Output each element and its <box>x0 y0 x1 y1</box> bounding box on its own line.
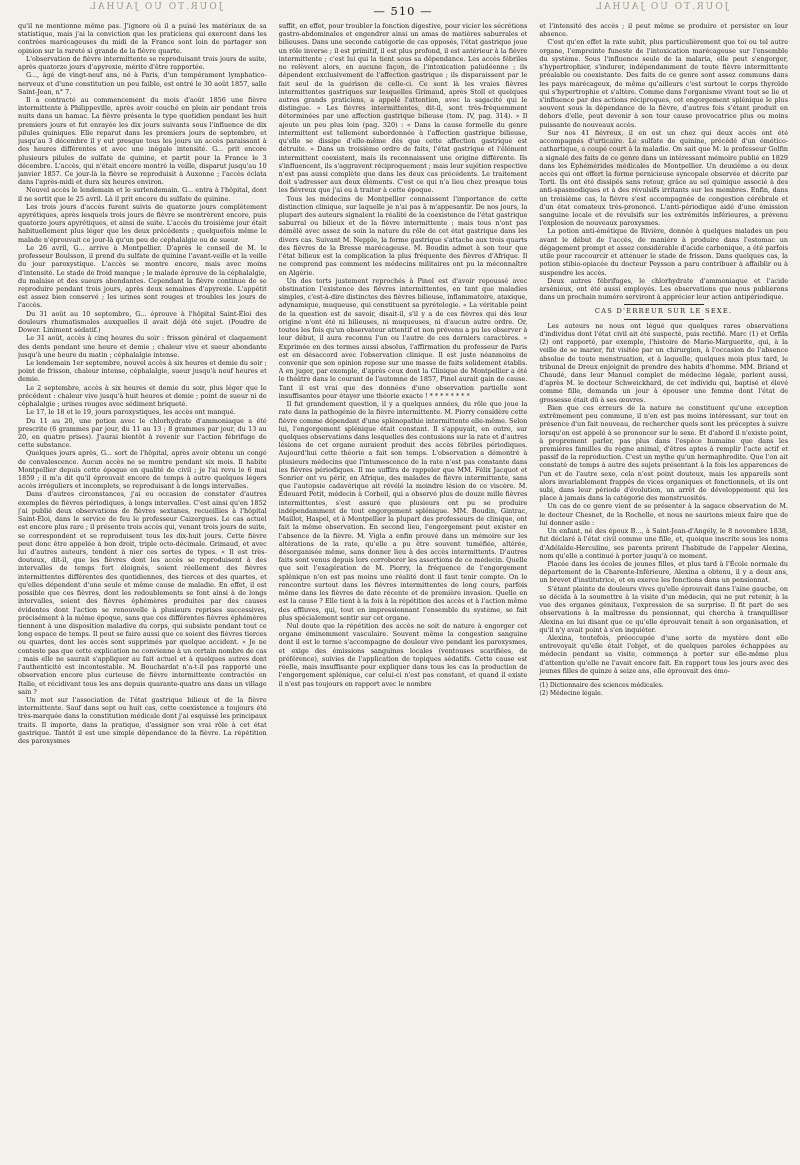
article-paragraph: Les trois jours d'accès furent suivis de quatorze jours complètement apyrétiques, après lesquels trois jours de fièvre se montrèrent encore, puis quatorze jours apyrétiques, et ainsi de suite. L'accès du troisième jour était habituellement plus léger que les deux précédents ; quelquefois même le malade n'éprouvait ce jour-là qu'un peu de céphalalgie ou de sueur. <box>18 202 267 244</box>
page-number: — 510 — <box>373 4 433 18</box>
section-divider <box>624 304 704 305</box>
article-paragraph: Quelques jours après, G... sort de l'hôpital, après avoir obtenu un congé de convalescence. Aucun accès ne se montre pendant six mois. Il habite Montpellier depuis cette époque en qualité de civil ; je l'ai revu le 6 mai 1859 ; il m'a dit qu'il éprouvait encore de temps à autre quelques légers accès irréguliers et incomplets, se reproduisant à de longs intervalles. <box>18 449 267 491</box>
article-paragraph: S'étant plainte de douleurs vives qu'elle éprouvait dans l'aine gauche, on se décida à la soumettre à la visite d'un médecin, qui ne put retenir, à la vue des organes génitaux, l'expression de sa surprise. Il fit part de ses observations à la maîtresse du pensionnat, qui chercha à tranquilliser Alexina en lui disant que ce qu'elle éprouvait tenait à son organisation, et qu'il n'y avait point à s'en inquiéter. <box>539 584 789 634</box>
newspaper-page <box>18 0 788 1165</box>
article-paragraph: G..., âgé de vingt-neuf ans, né à Paris, d'un tempérament lymphatico-nerveux et d'une constitution un peu faible, est entré le 30 août 1857, salle Saint-Jean, n° 7. <box>18 71 267 96</box>
article-paragraph: Tous les médecins de Montpellier connaissent l'importance de cette distinction clinique, sur laquelle je n'ai pas à m'appesantir. De nos jours, la plupart des auteurs signalent la réalité de la coexistence de l'état gastrique saburral ou bilieux et de la fièvre intermittente ; mais tous n'ont pas démêlé avec assez de soin la nature du rôle de cet état gastrique dans les divers cas. Suivant M. Nepple, la forme gastrique s'attache aux trois quarts des fièvres de la Bresse marécageuse. M. Boudin admet à son tour que l'état bilieux est la complication la plus fréquente des fièvres d'Afrique. Il ne comprend pas comment les médecins militaires ont pu la méconnaître en Algérie. <box>278 194 528 277</box>
text-column-middle <box>279 22 528 1165</box>
footnote: (1) Dictionnaire des sciences médicales. <box>539 682 664 690</box>
article-paragraph: Il a contracté au commencement du mois d'août 1856 une fièvre intermittente à Philippeville, après avoir couché en plein air pendant trois nuits dans un hamac. La fièvre présenta le type quotidien pendant les huit premiers jours et fut enrayée les dix jours suivants sous l'influence de dix pilules quiniques. Elle reparut dans les premiers jours de septembre, et jusqu'au 3 décembre il y eut presque tous les jours un accès paraissant à des heures différentes et avec une inégale intensité. G... prit encore plusieurs pilules de sulfate de quinine, et partit pour la France le 3 décembre. L'accès, qui n'était encore montré la veille, disparut jusqu'au 10 janvier 1857. Ce jour-là la fièvre se reproduisit à Auxonne ; l'accès éclata dans l'après-midi et dura six heures environ. <box>18 95 267 187</box>
article-paragraph: Du 31 août au 10 septembre, G... éprouve à l'hôpital Saint-Éloi des douleurs rhumatismales auxquelles il avait déjà été sujet. (Poudre de Dower. Liniment sédatif.) <box>18 309 267 335</box>
article-paragraph: Le 2 septembre, accès à six heures et demie du soir, plus léger que le précédent : chaleur vive jusqu'à huit heures et demie ; point de sueur ni de céphalalgie ; urines rouges avec sédiment briqueté. <box>18 383 267 409</box>
article-paragraph: La potion anti-émétique de Rivière, donnée à quelques malades un peu avant le début de l'accès, de manière à produire dans l'estomac un dégagement prompt et assez considérable d'acide carbonique, a été parfois utile pour raccourcir et atténuer le stade de frisson. Dans quelques cas, la potion stibio-opiacée du docteur Peysson a paru contribuer à affaiblir ou à suspendre les accès. <box>539 227 789 277</box>
section-heading: CAS D'ERREUR SUR LE SEXE. <box>594 307 733 316</box>
article-paragraph: Le 17, le 18 et le 19, jours paroxystiques, les accès ont manqué. <box>26 408 236 417</box>
article-paragraph: Dans d'autres circonstances, j'ai eu occasion de constater d'autres exemples de fièvres périodiques, à longs intervalles. C'est ainsi qu'en 1852 j'ai publié deux observations de fièvres sextanes, recueillies à l'hôpital Saint-Éloi, dans le service de feu le professeur Caizergues. Le cas actuel est encore plus rare ; il présente trois accès qui, venant trois jours de suite, se correspondent et se reproduisent tous les dix-huit jours. Cette fièvre peut donc être appelée à bon droit, triple octo-décimale. Grimaud, et avec lui d'autres auteurs, tendent à nier ces sortes de types. « Il est très-douteux, dit-il, que les fièvres dont les accès se reproduisent à des intervalles de temps fort éloignés, soient réellement des fièvres intermittentes différentes des quotidiennes, des tierces et des quartes, et qu'elles dépendent d'une seule et même cause de maladie. En effet, il est possible que ces fièvres, dont les redoublements se font ainsi à de longs intervalles, soient des fièvres éphémères produites par des causes évidentes dont l'action se renouvelle à plusieurs reprises successives, précisément à la même époque, sans que ces différentes fièvres éphémères tiennent à une disposition maladive du corps, qui subsiste pendant tout ce long espace de temps. Il peut se faire aussi que ce soient des fièvres tierces ou quartes, dont les accès sont supprimés par quelque accident. » Je ne conteste pas que cette explication ne convienne à un certain nombre de cas ; mais elle ne saurait s'appliquer au fait actuel et à quelques autres dont l'authenticité est incontestable. M. Bouchardat n'a-t-il pas rapporté une observation encore plus curieuse de fièvre intermittente contractée en Italie, et récidivant tous les ans depuis quarante-quatre ans dans un village sain ? <box>18 490 267 696</box>
article-paragraph: Un cas de ce genre vient de se présenter à la sagace observation de M. le docteur Chesnet, de la Rochelle, et nous ne saurions mieux faire que de lui donner asile : <box>539 502 789 527</box>
article-paragraph: Le 26 avril, G... arrive à Montpellier. D'après le conseil de M. le professeur Boulsson, il prend du sulfate de quinine l'avant-veille et la veille du jour paroxystique. L'accès se montre encore, mais avec moins d'intensité. Le stade de froid manque ; le malade éprouve de la céphalalgie, du malaise et des sueurs abondantes. Cependant la fièvre continue de se reproduire pendant trois jours, après deux semaines d'apyrexie. L'appétit est assez bien conservé ; les urines sont rouges et troubles les jours de l'accès. <box>18 243 267 310</box>
article-paragraph: Du 11 au 20, une potion avec le chlorhydrate d'ammoniaque a été prescrite (6 grammes par jour, du 11 au 13 ; 8 grammes par jour, du 13 au 20, en quatre prises). J'aurai bientôt à revenir sur l'action fébrifuge de cette substance. <box>18 416 267 450</box>
article-paragraph: et l'intensité des accès ; il peut même se produire et persister en leur absence. <box>539 22 789 39</box>
article-paragraph: Il fut grandement question, il y a quelques années, du rôle que joue la rate dans la pathogénie de la fièvre intermittente. M. Piorry considère cette fièvre comme dépendant d'une splénopathie intermittente elle-même. Selon lui, l'engorgement splénique était constant. Il s'appuyait, en outre, sur quelques observations dans lesquelles des contusions sur la rate et d'autres lésions de cet organe auraient produit des accès fébriles périodiques. Aujourd'hui cette théorie a fait son temps. L'observation a démontré à plusieurs médecins que l'intumescence de la rate n'est pas constante dans les fièvres périodiques. Il me suffira de rappeler que MM. Félix Jacquot et Sonrier ont vu périr, en Afrique, des malades de fièvre intermittente, sans que l'autopsie cadavérique ait révélé la moindre lésion de ce viscère. M. Édouard Petit, médecin à Corbeil, qui a observé plus de douze mille fièvres intermittentes, s'est assuré que plusieurs ont pu se produire indépendamment de tout engorgement splénique. MM. Boudin, Gintrac, Maillot, Haspel, et à Montpellier la plupart des professeurs de clinique, ont fait la même observation. En second lieu, l'engorgement peut exister en l'absence de la fièvre. M. Vigla a enfin prouvé dans un mémoire sur les altérations de la rate, qu'elle a pu être souvent tuméfiée, altérée, désorganisée même, sans donner lieu à des accès intermittents. D'autres faits sont venus depuis lors corroborer les assertions de ce médecin. Quelle que soit l'exagération de M. Piorry, la fréquence de l'engorgement splénique n'en est pas moins une réalité dont il faut tenir compte. On le rencontre surtout dans les fièvres intermittentes de long cours, parfois même dans les fièvres de date récente et de première invasion. Quelle en est la cause ? Elle tient à la fois à la répétition des accès et à l'action même des effluves, qui, tout en impressionnant l'ensemble du système, se fait plus spécialement sentir sur cet organe. <box>278 400 528 622</box>
article-paragraph: Deux autres fébrifuges, le chlorhydrate d'ammoniaque et l'acide arsénieux, ont été aussi employés. Les observations que nous publierons dans un prochain numéro serviront à apprécier leur action antipériodique. <box>539 276 789 302</box>
article-paragraph: Nouvel accès le lendemain et le surlendemain. G... entra à l'hôpital, dont il ne sortit que le 25 avril. Là il prit encore du sulfate de quinine. <box>18 186 267 203</box>
article-paragraph: qu'il ne mentionne même pas. J'ignore où il a puisé les matériaux de sa statistique, mais j'ai la conviction que les praticiens qui exercent dans les contrées marécageuses du midi de la France sont loin de partager son opinion sur la rareté si grande de la fièvre quarte. <box>18 22 267 55</box>
footnote: (2) Médecine légale. <box>539 689 603 697</box>
article-paragraph: Placée dans les écoles de jeunes filles, et plus tard à l'École normale du département de la Charente-Inférieure, Alexina a obtenu, il y a deux ans, un brevet d'institutrice, et en exerce les fonctions dans un pensionnat. <box>539 560 789 585</box>
article-paragraph: Un des torts justement reprochés à Pinel est d'avoir repoussé avec obstination l'existence des fièvres intermittentes, en tant que maladies simples, c'est-à-dire distinctes des fièvres bilieuse, inflammatoire, ataxique, adynamique, muqueuse, qui constituent sa pyrétologie. « La véritable point de la question est de savoir, disait-il, s'il y a de ces fièvres qui dès leur origine n'ont été ni bilieuses, ni muqueuses, ni d'aucun autre ordre. Or, toutes les fois qu'un observateur attentif et non prévenu a pu les observer à leur début, il aura reconnu l'un ou l'autre de ces derniers caractères. » Exprimée en des termes aussi absolus, l'affirmation du professeur de Paris est en désaccord avec l'observation clinique. Il est juste néanmoins de convenir que son opinion repose sur une masse de faits solidement établis. A en juger, par exemple, d'après ceux dont la Clinique de Montpellier a été le théâtre dans le courant de l'automne de 1857, Pinel aurait gain de cause. Tant il est vrai que des données d'une observation partielle sont insuffisantes pour étayer une théorie exacte ! * * * * * * * * <box>278 276 528 400</box>
article-paragraph: Un enfant, né des époux B..., à Saint-Jean-d'Angély, le 8 novembre 1838, fut déclaré à l'état civil comme une fille, et, quoique inscrite sous les noms d'Adélaïde-Herculine, ses parents prirent l'habitude de l'appeler Alexina, nom qu'elle a continué à porter jusqu'à ce moment. <box>539 527 789 560</box>
article-paragraph: C'est qu'en effet la rate subit, plus particulièrement que toi ou tel autre organe, l'empreinte funeste de l'intoxication marécageuse sur l'ensemble du système. Sous l'influence seule de la malaria, elle peut s'engorger, s'hypertrophier, s'indurer, indépendamment de toute fièvre intermittente préalable ou coexistante. Des faits de ce genre sont assez communs dans les pays marécageux, de même qu'ailleurs c'est surtout le corps thyroïde qui s'hypertrophie et s'altère. Comme dans l'organisme vivant tout se lie et s'influence par des actions réciproques, cet engorgement splénique le plus souvent sous la dépendance de la fièvre, d'autres fois s'étant produit en dehors d'elle, peut devenir à son tour cause provocatrice plus ou moins puissante de nouveaux accès. <box>539 38 789 129</box>
bleed-through-text-right: JOUR.TO UO JAUHAL <box>593 2 728 12</box>
bleed-through-text-left: JOUR.TO UO JAUHAL <box>88 2 223 12</box>
article-paragraph: Un mot sur l'association de l'état gastrique bilieux et de la fièvre intermittente. Sauf dans sept ou huit cas, cette coexistence a toujours été très-marquée dans la constitution médicale dont j'ai esquissé les principaux traits. Il importe, dans la pratique, d'assigner son vrai rôle à cet état gastrique. Tantôt il est une simple dépendance de la fièvre. La répétition des paroxysmes <box>18 695 267 746</box>
article-paragraph: Les auteurs ne nous ont légué que quelques rares observations d'individus dont l'état civil ait été suspecté, puis rectifié. Marc (1) et Orfila (2) ont rapporté, par exemple, l'histoire de Marie-Marguerite, qui, à la veille de se marier, fut visitée par un chirurgien, à l'occasion de l'absence absolue de toute menstruation, et à laquelle, quelques mois plus tard, le tribunal de Dreux enjoignit de prendre des habits d'homme. MM. Briand et Chaudé, dans leur Manuel complet de médecine légale, parlent aussi, d'après M. le docteur Schweickhard, de cet individu qui, baptisé et élevé comme fille, demanda un jour à épouser une femme dont l'état de grossesse était dû à ses œuvres. <box>539 321 789 404</box>
article-paragraph: Bien que ces erreurs de la nature ne constituent qu'une exception extrêmement peu commune, il n'en est pas moins intéressant, sur tout en présence d'un fait nouveau, de rechercher quels sont les préceptes à suivre lorsqu'on est appelé à se prononcer sur le sexe. Et d'abord il n'existe point, à proprement parler, pas plus dans l'espèce humaine que dans les premières familles du règne animal, d'êtres aptes à remplir l'acte actif et passif de la reproduction. C'est un mythe qu'un hermaphrodite. Que l'on ait constaté de temps à autre des sujets présentant à la fois les apparences de l'un et de l'autre sexe, cela n'est point douteux, mais les appareils sont alors invariablement frappés de vices organiques et fonctionnels, et ils ont subi, dans leur période d'évolution, un arrêt de développement qui les place à jamais dans la catégorie des monstruosités. <box>539 403 789 503</box>
section-divider <box>624 319 704 320</box>
page-header <box>18 0 788 20</box>
article-paragraph: Sur nos 41 fiévreux, il en est un chez qui deux accès ont été accompagnés d'urticaire. Le sulfate de quinine, précédé d'un émético-cathartique, a coupé court à la maladie. On sait que M. le professeur Golfin a signalé des faits de ce genre dans un intéressant mémoire publié en 1829 dans les Éphémérides médicales de Montpellier. Un deuxième a eu deux accès qui ont offert la forme pernicieuse syncopale observée et décrite par Torti. Ils ont été dissipés sans retour, grâce au sel quinique associé à des anti-spasmodiques et à des révulsifs irritants sur les membres. Enfin, dans un troisième cas, la fièvre s'est accompagnée de congestion cérébrale et d'un état comateux très-prononcé. L'anti-périodique aidé d'une émission sanguine locale et de révulsifs sur les extrémités inférieures, a prévenu l'explosion de nouveaux paroxysmes. <box>539 128 789 228</box>
footnote-divider <box>539 679 599 680</box>
article-paragraph: Alexina, toutefois, préoccupée d'une sorte de mystère dont elle entrevoyait qu'elle était l'objet, et de quelques paroles échappées au médecin pendant sa visite, commença à porter sur elle-même plus d'attention qu'elle ne l'avait encore fait. En rapport tous les jours avec des jeunes filles de quinze à seize ans, elle éprouvait des émo- <box>539 633 789 675</box>
article-paragraph: Le lendemain 1er septembre, nouvel accès à six heures et demie du soir ; point de frisson, chaleur intense, céphalalgie, sueur jusqu'à neuf heures et demie. <box>18 358 267 384</box>
text-column-left <box>18 22 267 1165</box>
article-paragraph: L'observation de fièvre intermittente se reproduisant trois jours de suite, après quatorze jours d'apyrexie, mérite d'être rapportée. <box>18 54 267 72</box>
article-paragraph: suffit, en effet, pour troubler la fonction digestive, pour vicier les sécrétions gastro-abdominales et engendrer ainsi un amas de matières saburrales et bilieuses. Dans une seconde catégorie de cas opposés, l'état gastrique joue un rôle inverse ; il est primitif, il est plus profond, il est antérieur à la fièvre intermittente ; c'est lui qui la tient sous sa dépendance. Les accès fébriles ne relèvent alors, en aucune façon, de l'intoxication paludéenne ; ils dépendent exclusivement de l'affection gastrique ; ils disparaissent par le fait seul de la guérison de celle-ci. Ce sont là les vraies fièvres intermittentes gastriques sur lesquelles Grimaud, après Stoll et quelques autres grands praticiens, a appelé l'attention, avec la sagacité qui le distingue. « Les fièvres intermittentes, dit-il, sont très-fréquemment déterminées par une affection gastrique bilieuse (tom. IV, pag. 314). » Il ajoute un peu plus loin (pag. 320) : « Dans la cause formelle du genre intermittent est tellement subordonnée à l'affection gastrique bilieuse, qu'elle se dissipe d'elle-même dès que cette affection gastrique est détruite. » Dans un troisième ordre de faits, l'état gastrique et l'élément intermittent coexistent, mais ils reconnaissent une origine différente. Ils s'influencent, ils s'aggravent réciproquement ; mais leur sujétion respective n'est pas aussi complète que dans les deux cas précédents. Le traitement doit s'adresser aux deux éléments. C'est ce qui n'a lieu chez presque tous les fiévreux que j'ai eu à traiter à cette époque. <box>278 22 528 195</box>
article-paragraph: Nul doute que la répétition des accès ne soit de nature à engorger cet organe éminemment vasculaire. Souvent même la congestion sanguine dont il est le terme s'accompagne de douleur vive pendant les paroxysmes, et exige des émissions sanguines locales (ventouses scarifiées, de préférence), suivies de l'application de topiques sédatifs. Cette cause est réelle, mais insuffisante pour expliquer dans tous les cas la production de l'engorgement splénique, car celui-ci n'est pas constant, et quand il existe il n'est pas toujours en rapport avec le nombre <box>278 621 528 688</box>
text-column-right <box>539 22 788 1165</box>
text-columns <box>18 22 788 1165</box>
article-paragraph: Le 31 août, accès à cinq heures du soir : frisson général et claquement des dents pendant une heure et demie ; chaleur vive et sueur abondante jusqu'à une heure du matin ; céphalalgie intense. <box>18 334 267 359</box>
